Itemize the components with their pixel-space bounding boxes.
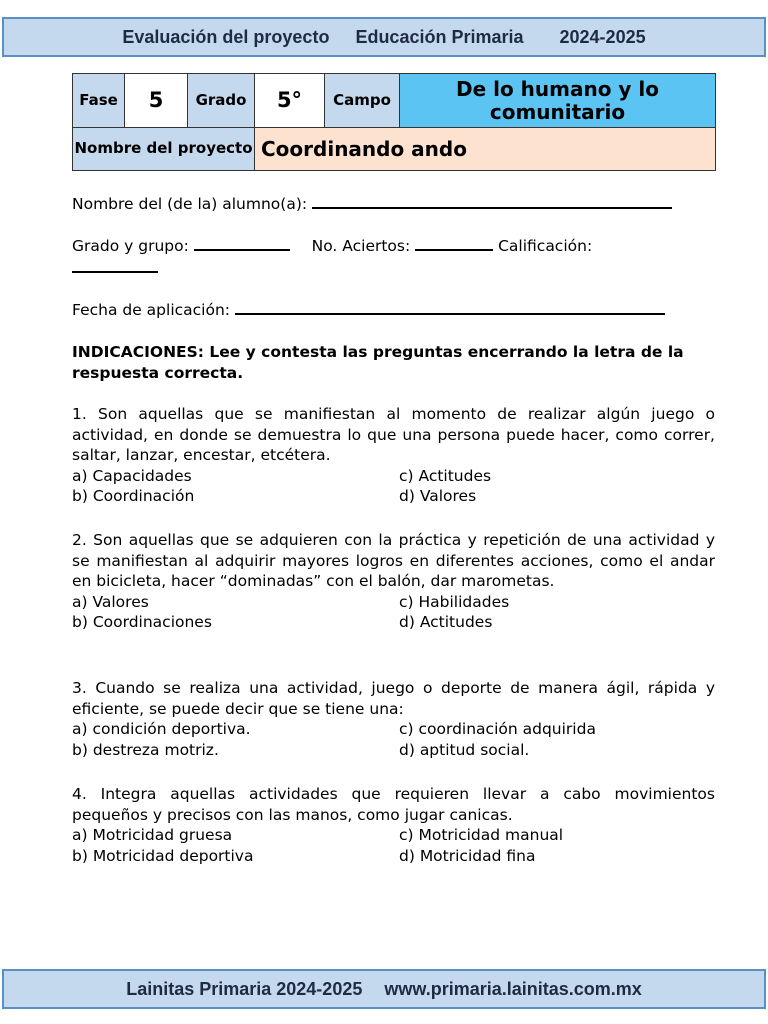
fase-label: Fase xyxy=(73,74,125,128)
option-a[interactable]: a) Capacidades xyxy=(72,466,192,485)
campo-label: Campo xyxy=(325,74,400,128)
option-c[interactable]: c) Motricidad manual xyxy=(399,826,564,844)
option-d[interactable]: d) Actitudes xyxy=(399,613,493,631)
question-4 xyxy=(72,784,715,866)
footer-site-name: Lainitas Primaria 2024-2025 xyxy=(126,978,363,999)
option-b[interactable]: b) Coordinación xyxy=(72,487,195,505)
option-a[interactable]: a) Valores xyxy=(72,592,149,611)
score-label: Calificación: xyxy=(498,237,593,255)
option-d[interactable]: d) aptitud social. xyxy=(399,740,530,759)
student-name-row xyxy=(72,193,715,214)
option-c[interactable]: c) coordinación adquirida xyxy=(399,720,596,738)
question-text: 1. Son aquellas que se manifiestan al momento de realizar algún juego o actividad, en donde se demuestra lo que una persona puede hacer, como correr, saltar, lanzar, encestar, etcétera. xyxy=(72,405,715,464)
grade-group-label: Grado y grupo: xyxy=(72,237,189,255)
question-text: 2. Son aquellas que se adquieren con la práctica y repetición de una actividad y se manifiestan al adquirir mayores logros en diferentes acciones, como el andar en bicicleta, hacer “dominadas” con el balón, dar marometas. xyxy=(72,531,715,590)
hits-blank[interactable] xyxy=(415,235,493,251)
student-name-label: Nombre del (de la) alumno(a): xyxy=(72,195,308,213)
campo-value: De lo humano y lo comunitario xyxy=(400,74,716,128)
option-b[interactable]: b) destreza motriz. xyxy=(72,740,219,759)
option-a[interactable]: a) Motricidad gruesa xyxy=(72,826,233,844)
fase-value: 5 xyxy=(125,74,188,128)
option-b[interactable]: b) Coordinaciones xyxy=(72,613,212,631)
question-text: 4. Integra aquellas actividades que requieren llevar a cabo movimientos pequeños y precisos con las manos, como jugar canicas. xyxy=(72,785,715,824)
header-year: 2024-2025 xyxy=(559,26,646,47)
option-c[interactable]: c) Habilidades xyxy=(399,592,510,611)
project-info-table xyxy=(72,73,716,171)
grade-group-blank[interactable] xyxy=(194,235,290,251)
hits-label: No. Aciertos: xyxy=(311,237,411,255)
header-level: Educación Primaria xyxy=(355,26,524,47)
date-label: Fecha de aplicación: xyxy=(72,301,231,319)
header-title: Evaluación del proyecto xyxy=(122,26,330,47)
option-b[interactable]: b) Motricidad deportiva xyxy=(72,846,254,865)
date-row xyxy=(72,299,715,320)
footer-url[interactable]: www.primaria.lainitas.com.mx xyxy=(384,978,642,999)
option-c[interactable]: c) Actitudes xyxy=(399,466,492,485)
score-blank[interactable] xyxy=(72,257,158,273)
option-a[interactable]: a) condición deportiva. xyxy=(72,720,251,738)
question-1 xyxy=(72,404,715,507)
question-text: 3. Cuando se realiza una actividad, juego o deporte de manera ágil, rápida y eficiente, se puede decir que se tiene una: xyxy=(72,679,715,718)
question-2 xyxy=(72,530,715,633)
student-name-blank[interactable] xyxy=(312,193,672,209)
grade-row xyxy=(72,235,715,256)
instructions: INDICACIONES: Lee y contesta las preguntas encerrando la letra de la respuesta correcta. xyxy=(72,343,684,382)
grado-label: Grado xyxy=(188,74,255,128)
score-blank-row xyxy=(72,257,715,278)
proyecto-label: Nombre del proyecto xyxy=(73,128,255,171)
date-blank[interactable] xyxy=(235,299,665,315)
question-3 xyxy=(72,678,715,760)
option-d[interactable]: d) Valores xyxy=(399,487,477,505)
header-band xyxy=(2,17,766,57)
proyecto-value: Coordinando ando xyxy=(255,128,716,171)
option-d[interactable]: d) Motricidad fina xyxy=(399,846,536,865)
grado-value: 5° xyxy=(255,74,325,128)
footer-band xyxy=(2,969,766,1009)
